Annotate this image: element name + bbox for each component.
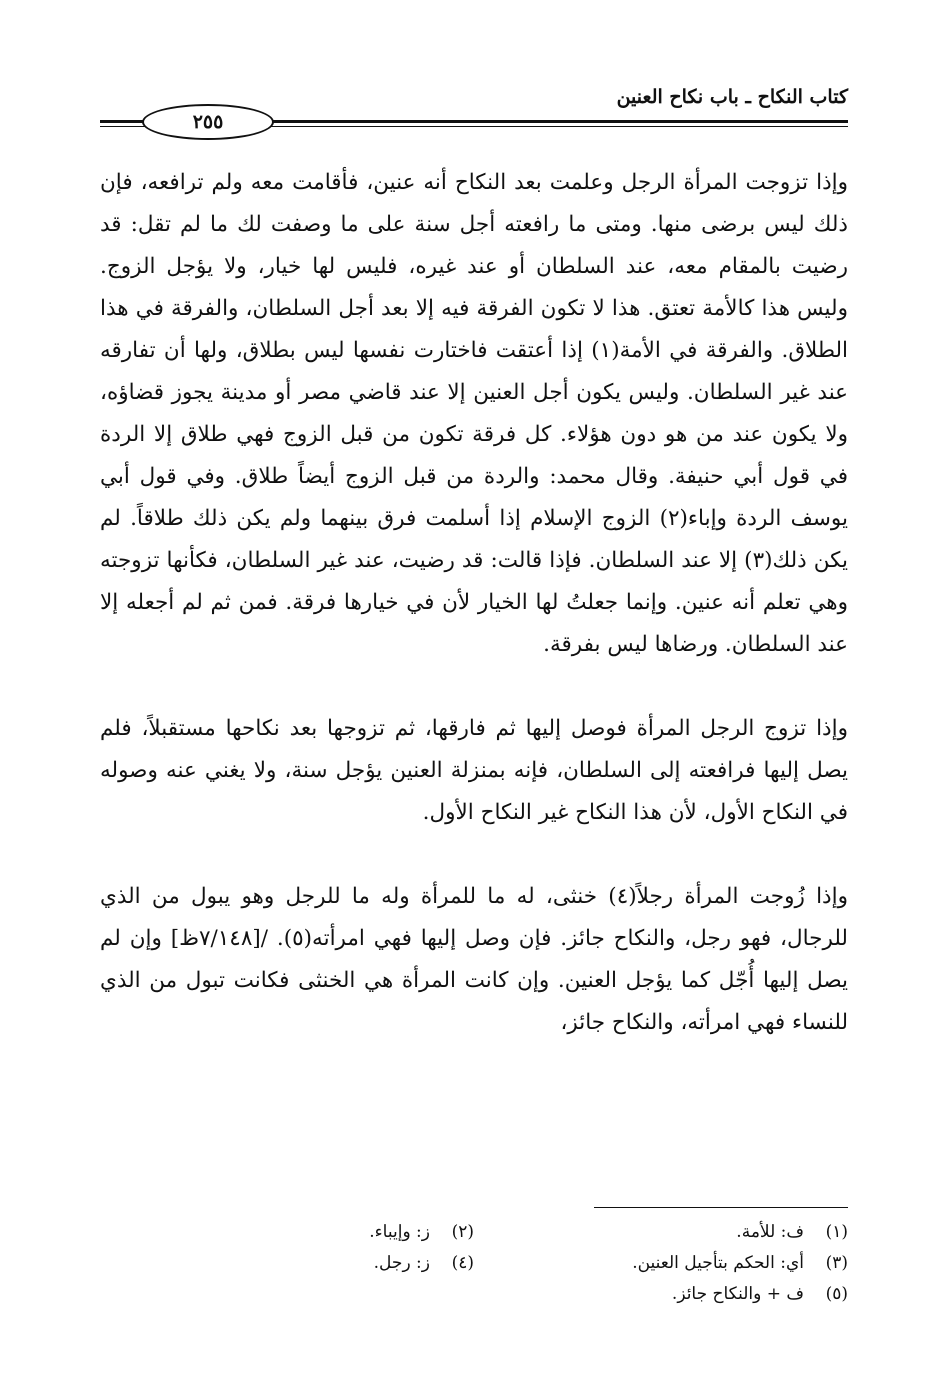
footnote-number: (١): [825, 1222, 848, 1242]
text-line: وصفت لك ما لم تقل: قد رضيت بالمقام معه، عند السلطان أو عند غيره،: [100, 212, 848, 279]
paragraph: [100, 162, 848, 666]
text-line: فهي طلاق إلا الردة في قول أبي حنيفة. وقال محمد: والردة من قبل الزوج: [100, 422, 848, 489]
body-text: [100, 162, 848, 1044]
text-line: فليس لها خيار، ولا يؤجل الزوج. وليس هذا كالأمة تعتق. هذا لا تكون: [100, 254, 848, 321]
footnote-text: أي: الحكم بتأجيل العنين.: [632, 1253, 804, 1273]
footnote: [474, 1217, 848, 1248]
footnote-separator: [594, 1207, 848, 1208]
text-line: السلطان. وليس يكون أجل العنين إلا عند قاضي مصر أو مدينة يجوز: [171, 380, 773, 405]
text-line: ولم ترافعه، فإن ذلك ليس برضى منها. ومتى ما رافعته أجل سنة على ما: [100, 170, 848, 237]
footnote-row: [100, 1217, 848, 1248]
text-line: قالت: قد رضيت، عند غير السلطان، فكأنها تزوجته وهي تعلم أنه عنين.: [100, 548, 848, 615]
text-line: وإذا تزوجت المرأة الرجل وعلمت بعد النكاح أنه عنين، فأقامت معه: [250, 170, 849, 195]
text-line: امرأته(٥). /[٧/١٤٨ظ] وإن لم يصل إليها أُجّل كما يؤجل العنين. وإن كانت: [100, 926, 848, 993]
text-line: السلطان. ورضاها ليس بفرقة.: [543, 632, 811, 657]
text-line: المرأة هي الخنثى فكانت تبول من الذي للنساء فهي امرأته، والنكاح جائز،: [100, 968, 848, 1035]
page-number: ٢٥٥: [192, 111, 224, 133]
footnote: [474, 1248, 848, 1279]
paragraph: [100, 876, 848, 1044]
footnote-text: ز: رجل.: [373, 1253, 430, 1273]
footnotes: [100, 1217, 848, 1310]
page-number-frame: [142, 104, 274, 140]
footnote-text: ف: للأمة.: [736, 1222, 804, 1242]
paragraph: [100, 708, 848, 834]
text-line: وإنما جعلتُ لها الخيار لأن في خيارها فرقة. فمن ثم لم أجعله إلا عند: [100, 590, 848, 657]
footnote: [100, 1217, 474, 1248]
text-line: الأمة(١) إذا أعتقت فاختارت نفسها ليس بطلاق، ولها أن تفارقه عند غير: [100, 338, 849, 405]
text-line: يؤجل سنة، ولا يغني عنه وصوله في النكاح الأول، لأن هذا النكاح غير: [100, 758, 848, 825]
footnote-row: [100, 1279, 848, 1310]
text-line: فرق بينهما ولم يكن ذلك طلاقاً. لم يكن ذلك(٣) إلا عند السلطان. فإذا: [100, 506, 848, 573]
footnote: [100, 1248, 474, 1279]
text-line: أيضاً طلاق. وفي قول أبي يوسف الردة وإباء(٢) الزوج الإسلام إذا أسلمت: [100, 464, 848, 531]
text-line: الفرقة فيه إلا بعد أجل السلطان، والفرقة في هذا الطلاق. والفرقة في: [100, 296, 848, 363]
footnote-number: (٢): [451, 1222, 474, 1242]
footnote-row: [100, 1248, 848, 1279]
running-title: كتاب النكاح ـ باب نكاح العنين: [616, 86, 848, 108]
footnote-text: ف + والنكاح جائز.: [671, 1284, 804, 1304]
footnote-number: (٣): [825, 1253, 848, 1273]
text-line: وإذا زُوجت المرأة رجلاً(٤) خنثى، له ما للمرأة وله ما للرجل وهو: [241, 884, 848, 909]
page-header: [100, 80, 848, 140]
footnote-number: (٥): [825, 1284, 848, 1304]
footnote-text: ز: وإيباء.: [369, 1222, 430, 1242]
text-line: وإذا تزوج الرجل المرأة فوصل إليها ثم فارقها، ثم تزوجها بعد: [289, 716, 848, 741]
text-line: النكاح الأول.: [422, 800, 532, 825]
text-line: يبول من الذي للرجال، فهو رجل، والنكاح جائز. فإن وصل إليها فهي: [100, 884, 848, 951]
text-line: نكاحها مستقبلاً، فلم يصل إليها فرافعته إلى السلطان، فإنه بمنزلة العنين: [100, 716, 848, 783]
text-line: قضاؤه، ولا يكون عند من هو دون هؤلاء. كل فرقة تكون من قبل الزوج: [100, 380, 849, 447]
footnote: [448, 1279, 848, 1310]
footnote-number: (٤): [451, 1253, 474, 1273]
